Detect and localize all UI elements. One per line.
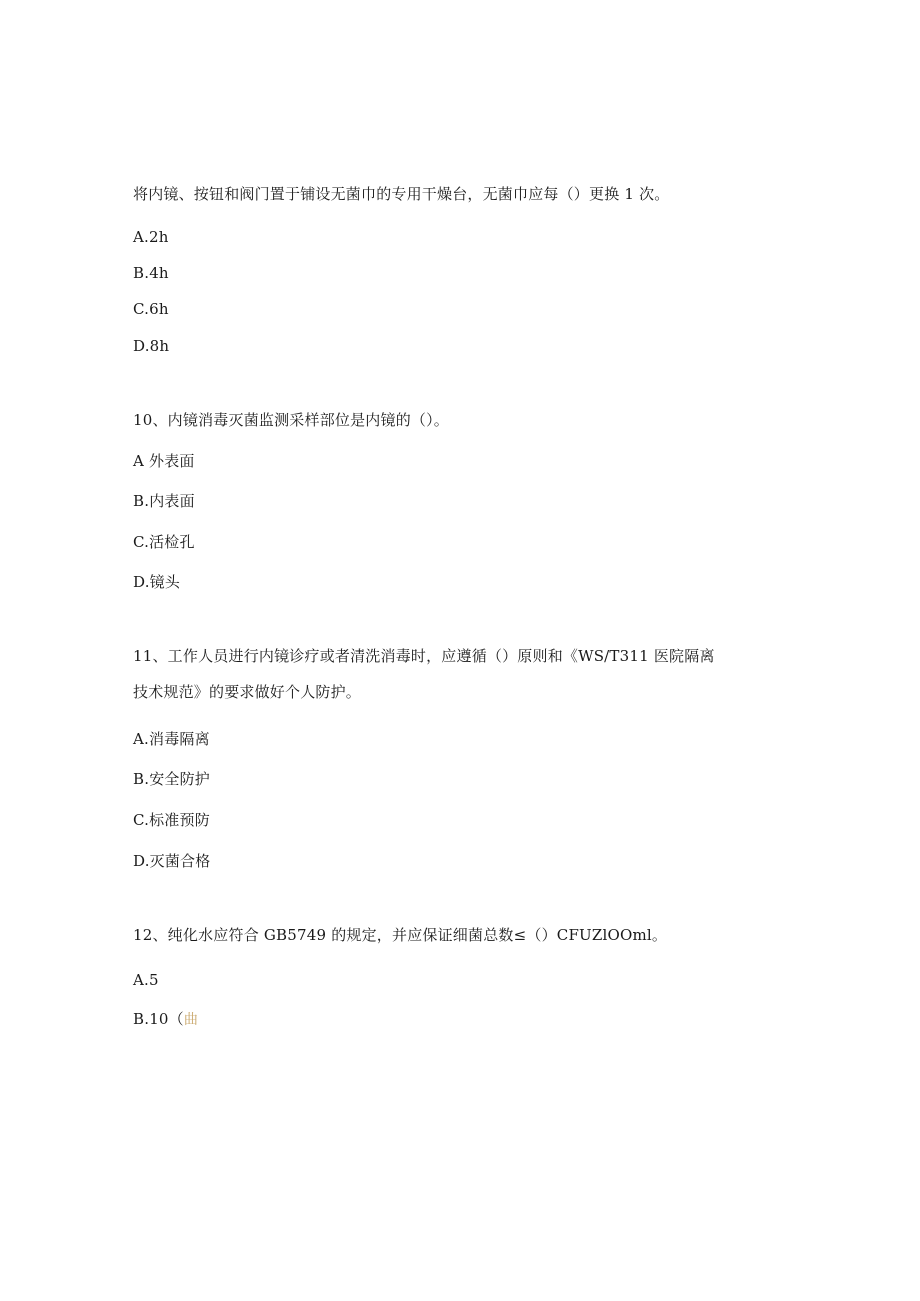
option-b: B.10（ xyxy=(133,1010,184,1028)
question-stem-continued: 技术规范》的要求做好个人防护。 xyxy=(133,683,362,701)
option-a: A.5 xyxy=(133,971,159,989)
option-a: A.2h xyxy=(133,228,169,246)
question-stem: 12、纯化水应符合 GB5749 的规定，并应保证细菌总数≤（）CFUZlOOml。 xyxy=(133,926,668,944)
option-d: D.镜头 xyxy=(133,573,181,591)
option-b-row xyxy=(133,1009,198,1030)
question-stem: 10、内镜消毒灭菌监测采样部位是内镜的（）。 xyxy=(133,411,449,429)
option-b: B.4h xyxy=(133,264,169,282)
option-c: C.活检孔 xyxy=(133,533,195,551)
question-stem: 11、工作人员进行内镜诊疗或者清洗消毒时，应遵循（）原则和《WS/T311 医院隔离 xyxy=(133,647,715,665)
question-stem: 将内镜、按钮和阀门置于铺设无菌巾的专用干燥台，无菌巾应每（）更换 1 次。 xyxy=(133,185,670,203)
stamp-mark: 曲 xyxy=(183,1012,199,1028)
option-c: C.6h xyxy=(133,300,169,318)
option-d: D.灭菌合格 xyxy=(133,852,211,870)
option-a: A.消毒隔离 xyxy=(133,730,210,748)
option-c: C.标准预防 xyxy=(133,811,210,829)
option-a: A 外表面 xyxy=(133,452,195,470)
option-d: D.8h xyxy=(133,337,170,355)
option-b: B.安全防护 xyxy=(133,770,210,788)
option-b: B.内表面 xyxy=(133,492,195,510)
